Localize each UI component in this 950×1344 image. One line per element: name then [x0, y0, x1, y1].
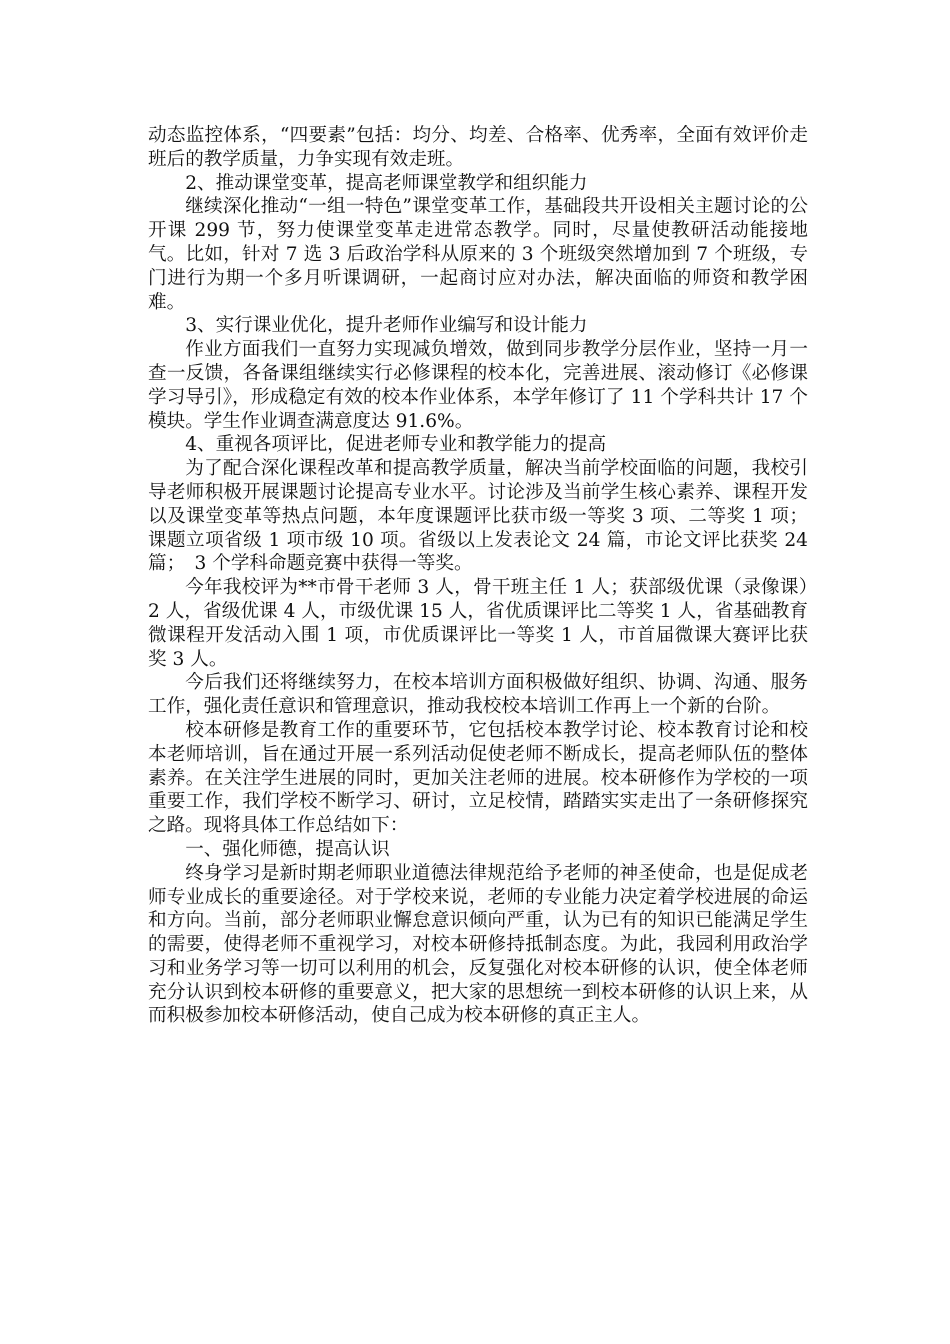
paragraph-school-study: 校本研修是教育工作的重要环节，它包括校本教学讨论、校本教育讨论和校本老师培训，旨在通过开展一系列活动促使老师不断成长，提高老师队伍的整体素养。在关注学生进展的同时，更加关注老师的进展。校本研修作为学校的一项重要工作，我们学校不断学习、研讨，立足校情，踏踏实实走出了一条研修探究之路。现将具体工作总结如下：	[148, 719, 808, 837]
paragraph-lifelong-learning: 终身学习是新时期老师职业道德法律规范给予老师的神圣使命，也是促成老师专业成长的重要途径。对于学校来说，老师的专业能力决定着学校进展的命运和方向。当前，部分老师职业懈怠意识倾向严重，认为已有的知识已能满足学生的需要，使得老师不重视学习，对校本研修持抵制态度。为此，我园利用政治学习和业务学习等一切可以利用的机会，反复强化对校本研修的认识，使全体老师充分认识到校本研修的重要意义，把大家的思想统一到校本研修的认识上来，从而积极参加校本研修活动，使自己成为校本研修的真正主人。	[148, 862, 808, 1027]
heading-section-one: 一、强化师德，提高认识	[185, 838, 390, 860]
paragraph-research: 为了配合深化课程改革和提高教学质量，解决当前学校面临的问题，我校引导老师积极开展课题讨论提高专业水平。讨论涉及当前学生核心素养、课程开发以及课堂变革等热点问题，本年度课题评比获市级一等奖 3 项、二等奖 1 项；课题立项省级 1 项市级 10 项。省级以上发表论文 24 篇，市论文评比获奖 24 篇； 3 个学科命题竞赛中获得一等奖。	[148, 458, 808, 575]
paragraph-future: 今后我们还将继续努力，在校本培训方面积极做好组织、协调、沟通、服务工作，强化责任意识和管理意识，推动我校校本培训工作再上一个新的台阶。	[148, 672, 808, 718]
document-body	[148, 124, 808, 1028]
paragraph-awards: 今年我校评为**市骨干老师 3 人，骨干班主任 1 人；获部级优课（录像课）2 人，省级优课 4 人，市级优课 15 人，省优质课评比二等奖 1 人，省基础教育微课程开发活动入围 1 项，市优质课评比一等奖 1 人，市首届微课大赛评比获奖 3 人。	[148, 577, 808, 670]
heading-3: 3、实行课业优化，提升老师作业编写和设计能力	[185, 315, 588, 337]
heading-2: 2、推动课堂变革，提高老师课堂教学和组织能力	[185, 172, 588, 194]
paragraph-homework: 作业方面我们一直努力实现减负增效，做到同步教学分层作业，坚持一月一查一反馈，各备课组继续实行必修课程的校本化，完善进展、滚动修订《必修课学习导引》，形成稳定有效的校本作业体系，本学年修订了 11 个学科共计 17 个模块。学生作业调查满意度达 91.6%。	[148, 339, 808, 432]
paragraph-intro: 动态监控体系，“四要素”包括：均分、均差、合格率、优秀率，全面有效评价走班后的教学质量，力争实现有效走班。	[148, 125, 808, 170]
paragraph-classroom-reform: 继续深化推动“一组一特色”课堂变革工作，基础段共开设相关主题讨论的公开课 299 节，努力使课堂变革走进常态教学。同时，尽量使教研活动能接地气。比如，针对 7 选 3 后政治学科从原来的 3 个班级突然增加到 7 个班级，专门进行为期一个多月听课调研，一起商讨应对办法，解决面临的师资和教学困难。	[148, 196, 808, 313]
heading-4: 4、重视各项评比，促进老师专业和教学能力的提高	[185, 434, 607, 456]
